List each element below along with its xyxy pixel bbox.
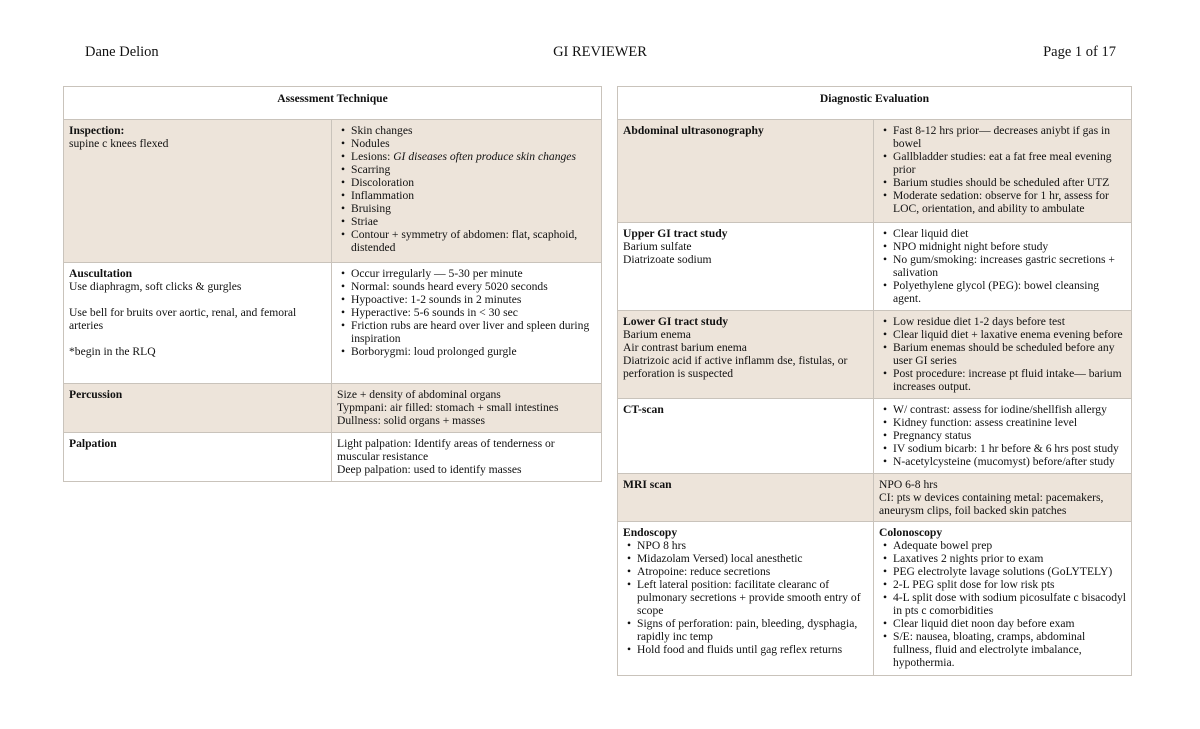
list-item: • W/ contrast: assess for iodine/shellfish allergy	[893, 403, 1126, 416]
list-item: • PEG electrolyte lavage solutions (GoLYTELY)	[893, 565, 1126, 578]
ct-scan-cell	[618, 399, 874, 474]
colonoscopy-list	[879, 539, 1126, 669]
mri-line: NPO 6-8 hrs	[879, 478, 938, 491]
upper-gi-agent: Barium sulfate	[623, 240, 692, 253]
document-title: GI REVIEWER	[553, 44, 647, 60]
auscultation-note: Use diaphragm, soft clicks & gurgles	[69, 280, 242, 293]
list-item: • Laxatives 2 nights prior to exam	[893, 552, 1126, 565]
list-item: • Clear liquid diet	[893, 227, 1126, 240]
list-item: • Striae	[351, 215, 596, 228]
list-item: • Left lateral position: facilitate clearanc of pulmonary secretions + provide smooth entry of scope	[637, 578, 868, 617]
list-item: • Kidney function: assess creatinine level	[893, 416, 1126, 429]
endoscopy-label: Endoscopy	[623, 526, 678, 539]
palpation-line: Deep palpation: used to identify masses	[337, 463, 522, 476]
mri-scan-cell	[618, 474, 874, 522]
percussion-line: Dullness: solid organs + masses	[337, 414, 486, 427]
inspection-position: supine c knees flexed	[69, 137, 169, 150]
list-item: • Moderate sedation: observe for 1 hr, assess for LOC, orientation, and ability to ambulate	[893, 189, 1126, 215]
list-item: • Gallbladder studies: eat a fat free meal evening prior	[893, 150, 1126, 176]
mri-line: CI: pts w devices containing metal: pacemakers, aneurysm clips, foil backed skin patches	[879, 491, 1104, 517]
diagnostic-evaluation-table	[617, 86, 1132, 676]
lower-gi-agent: Barium enema	[623, 328, 691, 341]
mri-scan-prep-cell	[874, 474, 1132, 522]
list-item: • Discoloration	[351, 176, 596, 189]
list-item: • Skin changes	[351, 124, 596, 137]
list-item: • Midazolam Versed) local anesthetic	[637, 552, 868, 565]
list-item: • Adequate bowel prep	[893, 539, 1126, 552]
palpation-findings-cell	[332, 433, 602, 482]
auscultation-findings-cell	[332, 263, 602, 384]
lesions-label: Lesions:	[351, 150, 394, 163]
list-item: • Atropoine: reduce secretions	[637, 565, 868, 578]
ct-scan-prep-cell	[874, 399, 1132, 474]
list-item: • Contour + symmetry of abdomen: flat, scaphoid, distended	[351, 228, 596, 254]
list-item	[351, 150, 596, 163]
list-item: • No gum/smoking: increases gastric secretions + salivation	[893, 253, 1126, 279]
list-item: • IV sodium bicarb: 1 hr before & 6 hrs post study	[893, 442, 1126, 455]
list-item: • S/E: nausea, bloating, cramps, abdominal fullness, fluid and electrolyte imbalance, hypothermia.	[893, 630, 1126, 669]
lower-gi-cell	[618, 311, 874, 399]
assessment-technique-table	[63, 86, 602, 482]
ultrasonography-label: Abdominal ultrasonography	[623, 124, 764, 137]
endoscopy-list	[623, 539, 868, 656]
list-item: • NPO midnight night before study	[893, 240, 1126, 253]
auscultation-note: Use bell for bruits over aortic, renal, and femoral arteries	[69, 306, 297, 332]
list-item: • Friction rubs are heard over liver and spleen during inspiration	[351, 319, 596, 345]
list-item: • Post procedure: increase pt fluid intake— barium increases output.	[893, 367, 1126, 393]
lower-gi-agent: Diatrizoic acid if active inflamm dse, fistulas, or perforation is suspected	[623, 354, 848, 380]
endoscopy-cell	[618, 522, 874, 676]
list-item: • 4-L split dose with sodium picosulfate c bisacodyl in pts c comorbidities	[893, 591, 1126, 617]
assessment-table-title: Assessment Technique	[64, 87, 602, 120]
colonoscopy-cell	[874, 522, 1132, 676]
list-item: • Polyethylene glycol (PEG): bowel cleansing agent.	[893, 279, 1126, 305]
list-item: • Occur irregularly — 5-30 per minute	[351, 267, 596, 280]
upper-gi-agent: Diatrizoate sodium	[623, 253, 712, 266]
list-item: • Borborygmi: loud prolonged gurgle	[351, 345, 596, 358]
list-item: • 2-L PEG split dose for low risk pts	[893, 578, 1126, 591]
ct-scan-list	[879, 403, 1126, 468]
percussion-label: Percussion	[69, 388, 123, 401]
list-item: • Barium enemas should be scheduled before any user GI series	[893, 341, 1126, 367]
palpation-cell	[64, 433, 332, 482]
inspection-label: Inspection:	[69, 124, 125, 137]
list-item: • Hyperactive: 5-6 sounds in < 30 sec	[351, 306, 596, 319]
lower-gi-list	[879, 315, 1126, 393]
inspection-cell	[64, 120, 332, 263]
upper-gi-prep-cell	[874, 223, 1132, 311]
list-item: • Nodules	[351, 137, 596, 150]
list-item: • Clear liquid diet noon day before exam	[893, 617, 1126, 630]
list-item: • Scarring	[351, 163, 596, 176]
list-item: • Hypoactive: 1-2 sounds in 2 minutes	[351, 293, 596, 306]
list-item: • Pregnancy status	[893, 429, 1126, 442]
auscultation-list	[337, 267, 596, 358]
list-item: • Low residue diet 1-2 days before test	[893, 315, 1126, 328]
upper-gi-label: Upper GI tract study	[623, 227, 728, 240]
upper-gi-cell	[618, 223, 874, 311]
list-item: • Bruising	[351, 202, 596, 215]
inspection-findings-cell	[332, 120, 602, 263]
auscultation-cell	[64, 263, 332, 384]
palpation-line: Light palpation: Identify areas of tenderness or muscular resistance	[337, 437, 555, 463]
diagnostic-table-title: Diagnostic Evaluation	[618, 87, 1132, 120]
mri-scan-label: MRI scan	[623, 478, 672, 491]
percussion-line: Typmpani: air filled: stomach + small intestines	[337, 401, 559, 414]
colonoscopy-label: Colonoscopy	[879, 526, 943, 539]
list-item: • Fast 8-12 hrs prior— decreases aniybt if gas in bowel	[893, 124, 1126, 150]
percussion-cell	[64, 384, 332, 433]
lower-gi-label: Lower GI tract study	[623, 315, 729, 328]
list-item: • Signs of perforation: pain, bleeding, dysphagia, rapidly inc temp	[637, 617, 868, 643]
ultrasonography-list	[879, 124, 1126, 215]
lower-gi-agent: Air contrast barium enema	[623, 341, 747, 354]
author-name: Dane Delion	[85, 44, 159, 60]
percussion-line: Size + density of abdominal organs	[337, 388, 501, 401]
page-number: Page 1 of 17	[1043, 44, 1116, 60]
percussion-findings-cell	[332, 384, 602, 433]
palpation-label: Palpation	[69, 437, 117, 450]
lower-gi-prep-cell	[874, 311, 1132, 399]
lesions-note: GI diseases often produce skin changes	[393, 150, 576, 163]
upper-gi-list	[879, 227, 1126, 305]
list-item: • NPO 8 hrs	[637, 539, 868, 552]
ultrasonography-prep-cell	[874, 120, 1132, 223]
ultrasonography-cell	[618, 120, 874, 223]
ct-scan-label: CT-scan	[623, 403, 664, 416]
auscultation-label: Auscultation	[69, 267, 133, 280]
list-item: • N-acetylcysteine (mucomyst) before/after study	[893, 455, 1126, 468]
auscultation-note: *begin in the RLQ	[69, 345, 156, 358]
inspection-list	[337, 124, 596, 254]
list-item: • Barium studies should be scheduled after UTZ	[893, 176, 1126, 189]
list-item: • Hold food and fluids until gag reflex returns	[637, 643, 868, 656]
list-item: • Clear liquid diet + laxative enema evening before	[893, 328, 1126, 341]
list-item: • Inflammation	[351, 189, 596, 202]
list-item: • Normal: sounds heard every 5020 seconds	[351, 280, 596, 293]
